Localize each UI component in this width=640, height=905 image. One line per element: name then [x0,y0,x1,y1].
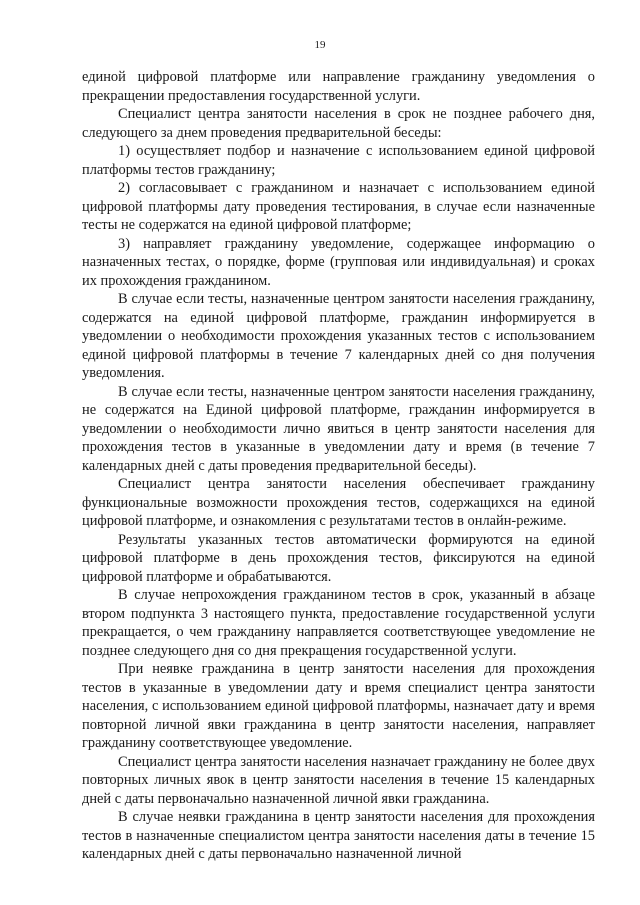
paragraph-missed-visits: В случае неявки гражданина в центр занятости населения для прохождения тестов в назначенные специалистом центра занятости населения даты в течение 15 календарных дней с даты первоначально назначенной личной [82,809,595,862]
paragraph-test-results: Результаты указанных тестов автоматически формируются на единой цифровой платформе в день прохождения тестов, фиксируются на единой цифровой платформе и обрабатываются. [82,531,595,585]
paragraph-non-appearance: При неявке гражданина в центр занятости населения для прохождения тестов в указанные в уведомлении дату и время специалист центра занятости населения, с использованием единой цифровой платформы, назначает дату и время повторной личной явки гражданина в центр занятости населения, направляет гражданину соответствующее уведомление. [82,661,595,751]
list-item-3: 3) направляет гражданину уведомление, содержащее информацию о назначенных тестах, о порядке, форме (групповая или индивидуальная) и сроках их прохождения гражданином. [82,235,595,289]
document-body [82,68,595,864]
paragraph-repeat-visits: Специалист центра занятости населения назначает гражданину не более двух повторных личных явок в центр занятости населения в течение 15 календарных дней с даты первоначально назначенной личной явки гражданина. [82,753,595,807]
paragraph-tests-on-platform: В случае если тесты, назначенные центром занятости населения гражданину, содержатся на единой цифровой платформе, гражданин информируется в уведомлении о необходимости прохождения указанных тестов с использованием единой цифровой платформы в течение 7 календарных дней со дня получения уведомления. [82,291,595,381]
paragraph-service-termination: В случае непрохождения гражданином тестов в срок, указанный в абзаце втором подпункта 3 настоящего пункта, предоставление государственной услуги прекращается, о чем гражданину направляется соответствующее уведомление не позднее следующего дня со дня прекращения государственной услуги. [82,587,595,659]
paragraph-specialist-deadline: Специалист центра занятости населения в срок не позднее рабочего дня, следующего за днем проведения предварительной беседы: [82,106,595,141]
page-number: 19 [314,39,326,51]
list-item-1: 1) осуществляет подбор и назначение с использованием единой цифровой платформы тестов гражданину; [82,143,595,178]
paragraph-continuation: единой цифровой платформе или направление гражданину уведомления о прекращении предоставления государственной услуги. [82,69,595,104]
list-item-2: 2) согласовывает с гражданином и назначает с использованием единой цифровой платформы дату проведения тестирования, в случае если назначенные тесты не содержатся на единой цифровой платформе; [82,180,595,233]
paragraph-tests-not-on-platform: В случае если тесты, назначенные центром занятости населения гражданину, не содержатся на Единой цифровой платформе, гражданин информируется в уведомлении о необходимости лично явиться в центр занятости населения для прохождения тестов в указанные в уведомлении дату и время (в течение 7 календарных дней с даты проведения предварительной беседы). [82,383,595,474]
paragraph-online-testing: Специалист центра занятости населения обеспечивает гражданину функциональные возможности прохождения тестов, содержащихся на единой цифровой платформе, и ознакомления с результатами тестов в онлайн-режиме. [82,476,595,529]
